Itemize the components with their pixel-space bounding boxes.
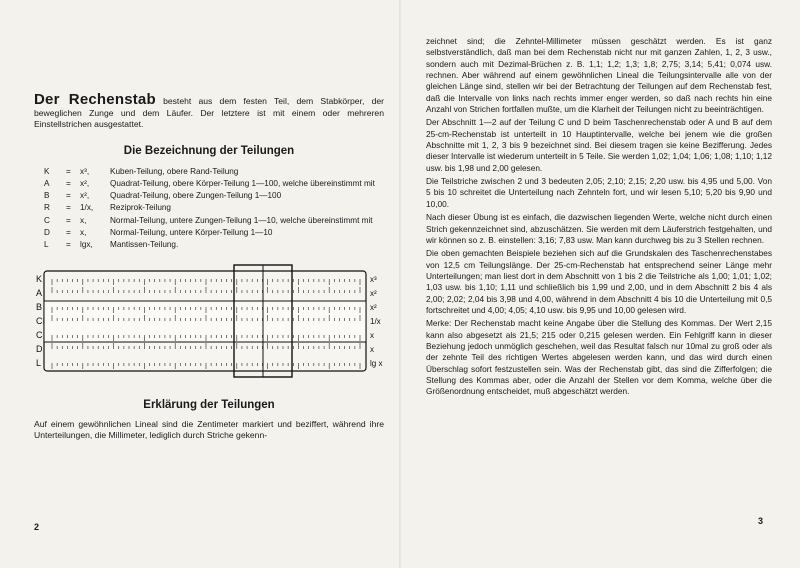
rule-label-left: A [36, 287, 43, 298]
rule-label-left: C [36, 329, 43, 340]
right-page [400, 0, 800, 568]
scale-eq: = [66, 227, 71, 237]
rule-label-right: x² [370, 288, 377, 298]
scale-desc: Mantissen-Teilung. [110, 240, 179, 250]
scale-eq: = [66, 178, 71, 188]
slide-rule-illustration [34, 261, 384, 379]
rule-label-left: K [36, 273, 43, 284]
scale-desc: Normal-Teilung, untere Zungen-Teilung 1—10, welche übereinstimmt mit [110, 215, 373, 225]
scale-eq: = [66, 215, 71, 225]
scale-eq: = [66, 240, 71, 250]
scale-row [44, 203, 375, 215]
intro-text: besteht aus dem festen Teil, dem Stabkörper, der beweglichen Zunge und dem Läufer. Der letztere ist mit einem oder mehreren Einstellstrichen ausgestattet. [34, 96, 385, 129]
scale-fx: x, [80, 227, 87, 237]
paragraph-5: Die oben gemachten Beispiele beziehen sich auf die Grundskalen des Taschenrechenstabes von 12,5 cm Teilungslänge. Der 25-cm-Rechenstab hat entsprechend seiner Länge mehr Unterteilungen; man liest dort in dem Abschnitt von 1 bis 2 die Teilstriche als 1,00; 1,01; 1,02; 1,03 usw. bis 1,10; 1,11 und schließlich bis 1,99 und 2,00, und in dem Abschnitt 2 bis 4 als 2,00; 2,02; 2,04 bis 3,98 und 4,00, während in dem Abschnitt 4 bis 10 die Unterteilung mit 0,5 fortschreitet und 4,00; 4,05; 4,10 usw. bis 9,95 und 10,00 gelesen wird. [426, 248, 772, 315]
scale-sym: B [44, 191, 50, 201]
scale-eq: = [66, 203, 71, 213]
scale-sym: K [44, 166, 50, 176]
scale-row [44, 167, 375, 179]
page-number-left: 2 [34, 522, 40, 532]
scale-row [44, 216, 375, 228]
scale-eq: = [66, 166, 71, 176]
slide-rule-drawing [34, 261, 394, 379]
paragraph-2: Der Abschnitt 1—2 auf der Teilung C und D beim Taschenrechenstab oder A und B auf dem 25-cm-Rechenstab ist unterteilt in 10 Hauptintervalle, welche bei jenem wie die großen Abschnitte mit 1, 2, 3 bis 9 bezeichnet sind. Bei diesem tragen sie keine Bezifferung. Jedes dieser Intervalle ist wiederum unterteilt in 5 Teile. Sie werden 1,02; 1,04; 1,06; 1,08; 1,10; 1,12 usw. bis 1,98 und 2,00 gelesen. [426, 117, 772, 173]
page-number-right: 3 [758, 516, 764, 526]
scale-sym: A [44, 178, 50, 188]
rule-slide [44, 301, 366, 342]
scale-fx: 1/x, [80, 203, 94, 213]
heading-scales: Die Bezeichnung der Teilungen [123, 144, 295, 157]
rule-label-left: CI [36, 315, 45, 326]
rule-label-right: x [370, 330, 374, 340]
scale-sym: C [44, 215, 50, 225]
scale-desc: Kuben-Teilung, obere Rand-Teilung [110, 166, 239, 176]
explanation-text: Auf einem gewöhnlichen Lineal sind die Zentimeter markiert und beziffert, während ihre Unterteilungen, die Millimeter, lediglich durch Striche gekenn- [34, 418, 384, 441]
rule-label-right: 1/x [370, 316, 381, 326]
rule-label-left: D [36, 343, 43, 354]
scale-row [44, 228, 375, 240]
paragraph-1: zeichnet sind; die Zehntel-Millimeter müssen geschätzt werden. Es ist ganz selbstverständlich, daß man bei dem Rechenstab nicht nur mit ganzen Zahlen, 1, 2, 3 usw., sondern auch mit Dezimal-Brüchen z. B. 1,1; 1,2; 1,3; 1,8; 2,75; 3,14; 5,41; 0,074 usw. rechnen. Aber während auf einem gewöhnlichen Lineal die Teilungsintervalle alle von der gleichen Länge sind, stellen wir bei der Betrachtung der Teilungen auf dem Rechenstab fest, daß die Intervalle von links nach rechts immer enger werden, so daß nach rechts hin eine Anzahl von Strichen fortfallen mußte, um die Klarheit der Teilungen nicht zu beeinträchtigen. [426, 36, 772, 115]
intro-paragraph [34, 91, 385, 131]
scale-fx: x³, [80, 166, 90, 176]
rule-label-right: x³ [370, 274, 377, 284]
scale-sym: D [44, 227, 50, 237]
paragraph-6: Merke: Der Rechenstab macht keine Angabe über die Stellung des Kommas. Der Wert 2,15 kann also abgesetzt als 21,5; 215 oder 0,215 gelesen werden. Ein Fehlgriff kann in dieser Beziehung jedoch unmöglich geschehen, weil das Resultat falsch nur 10mal zu groß oder als der zehnte Teil des richtigen Wertes abgelesen werden kann, und das wird durch einen Überschlag sofort festzustellen sein. Was der Rechenstab gibt, das sind die Zifferfolgen; die Stellung des Kommas aber, oder die Anzahl der Stellen vor dem Komma, welche über die Größenordnung entscheidet, muß abgeschätzt werden. [426, 318, 772, 397]
scale-desc: Normal-Teilung, untere Körper-Teilung 1—10 [110, 227, 273, 237]
scale-list [44, 167, 375, 253]
scale-eq: = [66, 191, 71, 201]
scale-row [44, 191, 375, 203]
intro-title: Der Rechenstab [34, 91, 156, 108]
scale-row [44, 240, 375, 252]
rule-label-right: lg x [370, 358, 383, 368]
scale-fx: x, [80, 215, 87, 225]
scale-desc: Quadrat-Teilung, obere Körper-Teilung 1—100, welche übereinstimmt mit [110, 178, 375, 188]
scale-fx: lgx, [80, 240, 93, 250]
rule-label-left: B [36, 301, 43, 312]
heading-explanation: Erklärung der Teilungen [143, 398, 275, 411]
rule-label-left: L [36, 357, 42, 368]
scale-fx: x², [80, 178, 90, 188]
paragraph-3: Die Teilstriche zwischen 2 und 3 bedeuten 2,05; 2,10; 2,15; 2,20 usw. bis 4,95 und 5,00. Von 5 bis 10 schreitet die Unterteilung nach Zehnteln fort, und wir lesen 5,10; 5,20 bis 9,90 und 10,00. [426, 176, 772, 209]
scale-desc: Quadrat-Teilung, obere Zungen-Teilung 1—100 [110, 191, 282, 201]
scale-desc: Reziprok-Teilung [110, 203, 171, 213]
scale-sym: L [44, 240, 49, 250]
paragraph-4: Nach dieser Übung ist es einfach, die dazwischen liegenden Werte, welche nicht durch einen Strich gekennzeichnet sind, abzuschätzen. Sie werden mit dem Läuferstrich festgehalten, und wir können so z. B. einstellen: 3,16; 7,83 usw. Man kann durchweg bis zu 3 Stellen rechnen. [426, 212, 772, 245]
rule-label-right: x [370, 344, 374, 354]
scale-row [44, 179, 375, 191]
rule-label-right: x² [370, 302, 377, 312]
scale-fx: x², [80, 191, 90, 201]
scale-sym: R [44, 203, 50, 213]
